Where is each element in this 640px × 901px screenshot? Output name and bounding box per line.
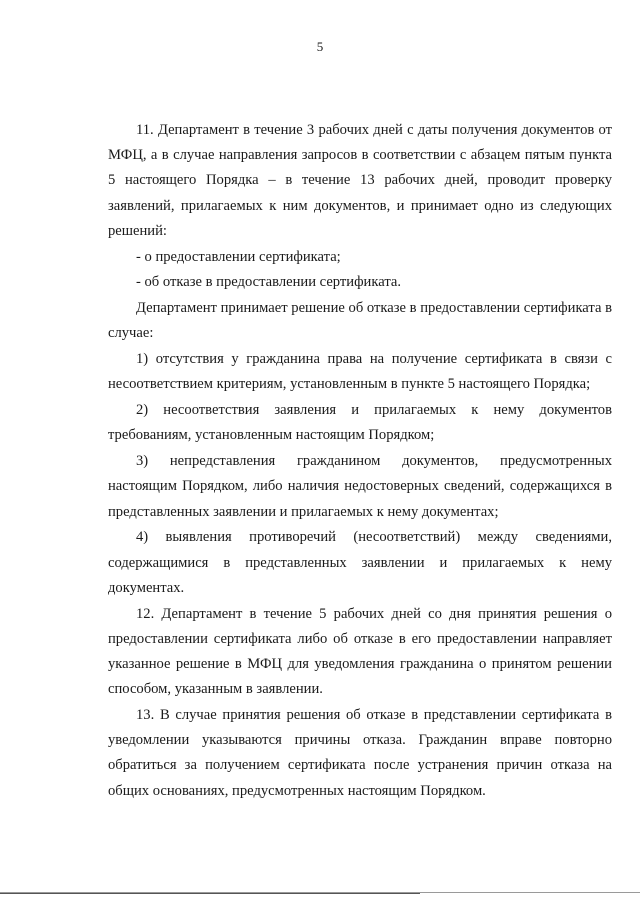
paragraph-13: 13. В случае принятия решения об отказе в представлении сертификата в уведомлении указываются причины отказа. Гражданин вправе повторно обратиться за получением сертификата после устранения причин отказа на общих основаниях, предусмотренных настоящим Порядком. (108, 707, 612, 799)
refusal-reason-4: 4) выявления противоречий (несоответствий) между сведениями, содержащимися в представленных заявлении и прилагаемых к нему документах. (108, 529, 612, 596)
refusal-reason-2: 2) несоответствия заявления и прилагаемых к нему документов требованиям, установленным настоящим Порядком; (108, 402, 612, 444)
paragraph-11: 11. Департамент в течение 3 рабочих дней с даты получения документов от МФЦ, а в случае направления запросов в соответствии с абзацем пятым пункта 5 настоящего Порядка – в течение 13 рабочих дней, проводит проверку заявлений, прилагаемых к ним документов, и принимает одно из следующих решений: (108, 122, 612, 239)
list-item-grant: - о предоставлении сертификата; (136, 248, 341, 265)
refusal-reason-1: 1) отсутствия у гражданина права на получение сертификата в связи с несоответствием критериям, установленным в пункте 5 настоящего Порядка; (108, 351, 612, 393)
refusal-reason-3: 3) непредставления гражданином документов, предусмотренных настоящим Порядком, либо наличия недостоверных сведений, содержащихся в представленных заявлении и прилагаемых к нему документах; (108, 453, 612, 520)
document-body (108, 118, 612, 804)
list-item-refuse: - об отказе в предоставлении сертификата. (136, 274, 402, 291)
paragraph-12: 12. Департамент в течение 5 рабочих дней со дня принятия решения о предоставлении сертификата либо об отказе в его предоставлении направляет указанное решение в МФЦ для уведомления гражданина о принятом решении способом, указанным в заявлении. (108, 605, 612, 698)
bottom-edge-shadow (0, 893, 420, 894)
page-number: 5 (316, 39, 324, 54)
paragraph-refusal-intro: Департамент принимает решение об отказе в предоставлении сертификата в случае: (108, 300, 612, 342)
